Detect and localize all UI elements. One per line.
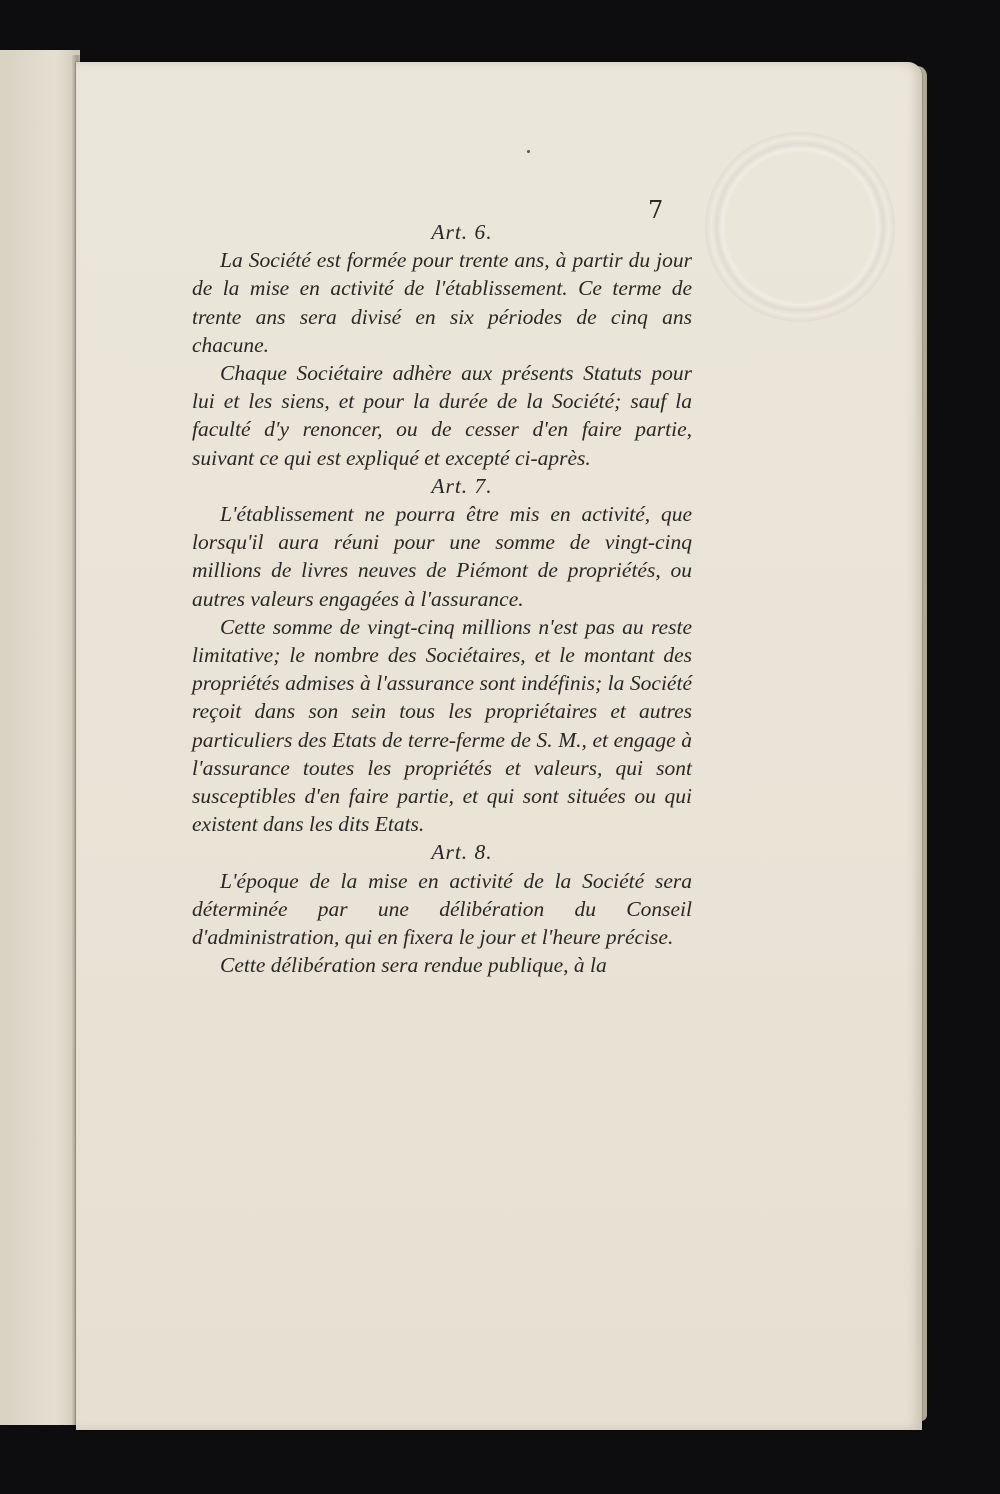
page-number: 7 bbox=[648, 196, 664, 224]
article-heading: Art. 6. bbox=[431, 220, 493, 244]
document-body bbox=[192, 218, 692, 979]
article-7 bbox=[192, 472, 692, 839]
article-8 bbox=[192, 838, 692, 979]
article-6 bbox=[192, 218, 692, 472]
paragraph: L'établissement ne pourra être mis en activité, que lorsqu'il aura réuni pour une somme de vingt-cinq millions de livres neuves de Piémont de propriétés, ou autres valeurs engagées à l'assurance. bbox=[192, 502, 692, 611]
article-heading: Art. 8. bbox=[431, 840, 493, 865]
paragraph: L'époque de la mise en activité de la Société sera déterminée par une délibération du Conseil d'administration, qui en fixera le jour et l'heure précise. bbox=[192, 868, 692, 950]
article-heading: Art. 7. bbox=[431, 473, 493, 498]
facing-page bbox=[0, 50, 80, 1425]
ink-speck bbox=[527, 150, 530, 153]
paragraph: La Société est formée pour trente ans, à partir du jour de la mise en activité de l'établissement. Ce terme de trente ans sera divisé en six périodes de cinq ans chacune. bbox=[192, 248, 692, 357]
paragraph: Chaque Sociétaire adhère aux présents Statuts pour lui et les siens, et pour la durée de la Société; sauf la faculté d'y renoncer, ou de cesser d'en faire partie, suivant ce qui est expliqué et excepté ci-après. bbox=[192, 361, 692, 470]
embossed-seal bbox=[705, 132, 895, 322]
paragraph: Cette somme de vingt-cinq millions n'est pas au reste limitative; le nombre des Sociétaires, et le montant des propriétés admises à l'assurance sont indéfinis; la Société reçoit dans son sein tous les propriétaires et autres particuliers des Etats de terre-ferme de S. M., et engage à l'assurance toutes les propriétés et valeurs, qui sont susceptibles d'en faire partie, et qui sont situées ou qui existent dans les dits Etats. bbox=[192, 614, 692, 837]
paragraph: Cette délibération sera rendue publique, à la bbox=[220, 953, 607, 978]
